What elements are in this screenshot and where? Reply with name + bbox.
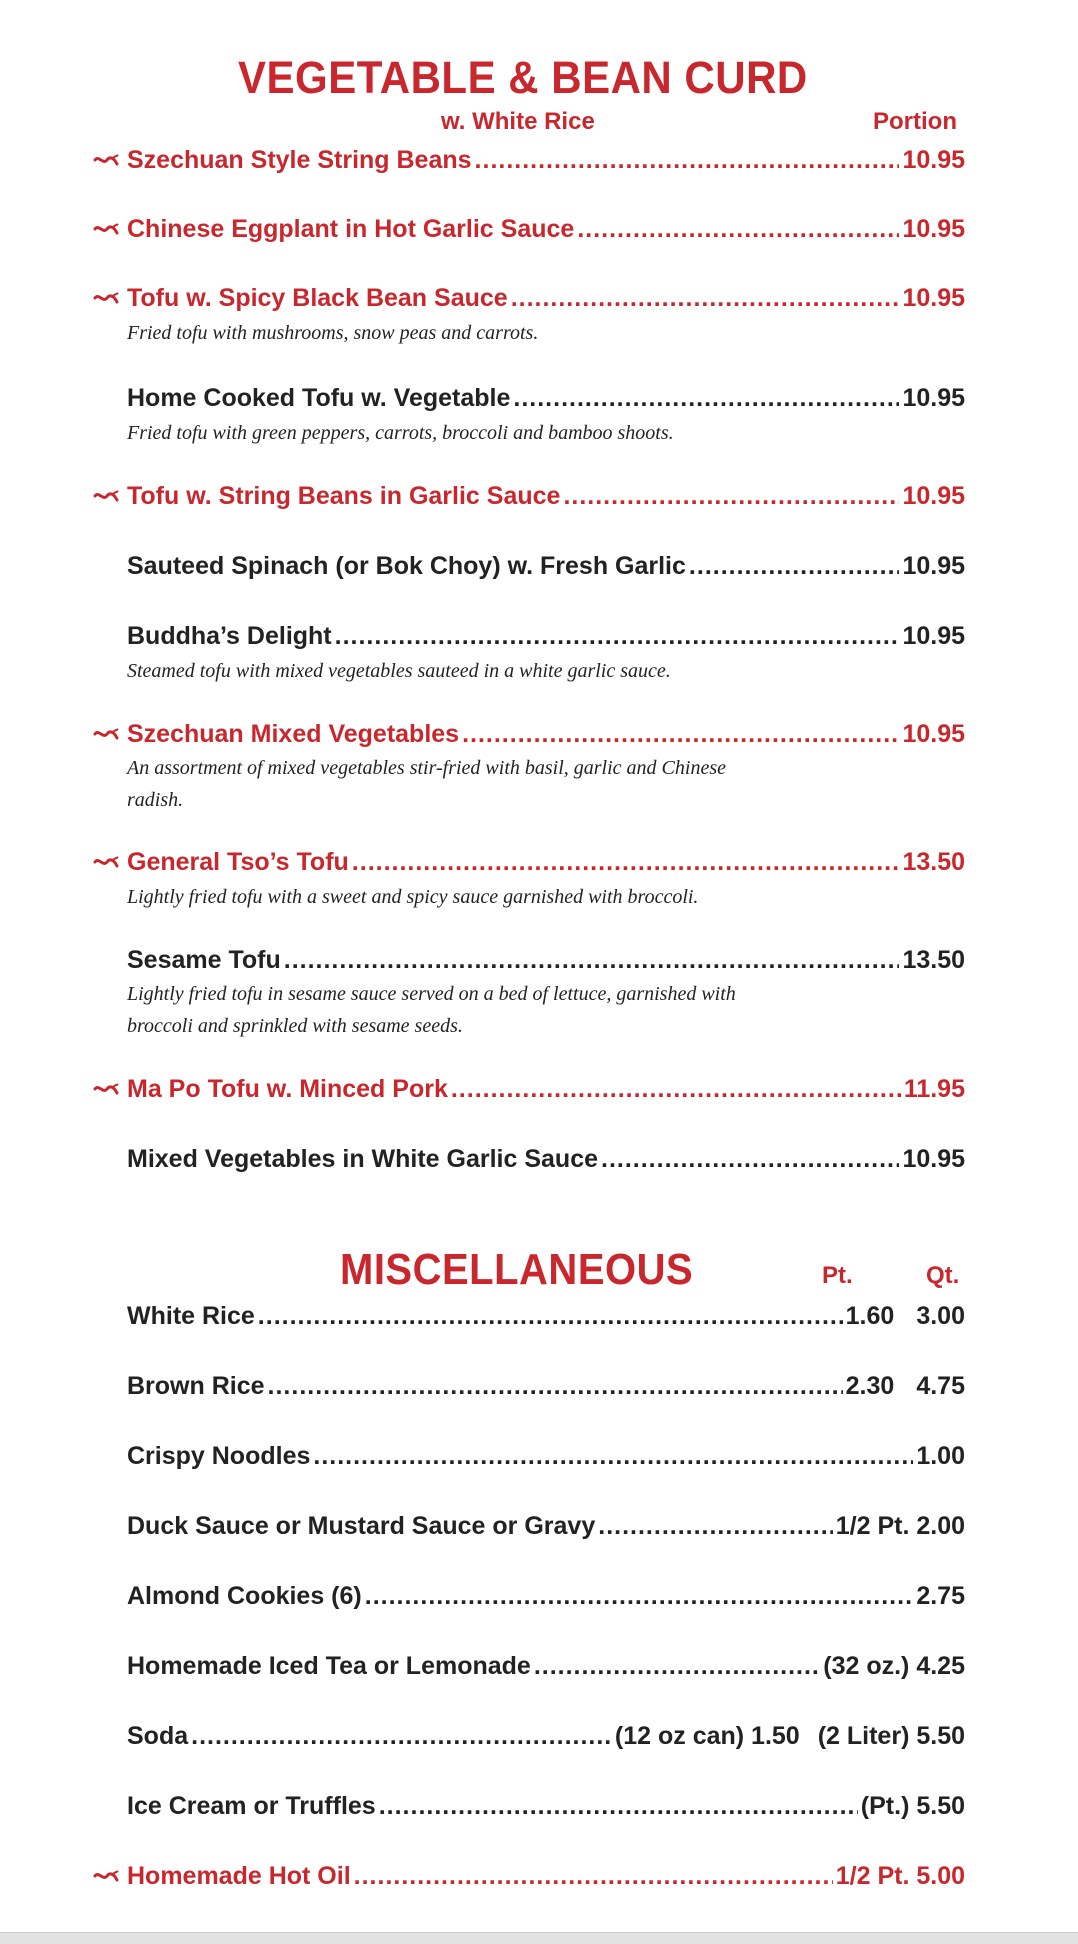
leader-dots <box>511 284 900 313</box>
leader-dots <box>462 720 899 749</box>
item-price: 10.95 <box>902 622 965 650</box>
qt-label: Qt. <box>926 1262 960 1289</box>
item-price: 10.95 <box>902 1145 965 1173</box>
menu-item <box>127 946 965 980</box>
pepper-icon <box>93 726 119 746</box>
item-name: Crispy Noodles <box>127 1442 311 1470</box>
item-name: Homemade Hot Oil <box>127 1862 351 1890</box>
item-price: 10.95 <box>902 552 965 580</box>
quart-price: 3.00 <box>916 1302 965 1330</box>
menu-item <box>127 1722 965 1756</box>
leader-dots <box>601 1145 899 1174</box>
menu-item <box>127 848 965 882</box>
pepper-icon <box>93 1081 119 1101</box>
leader-dots <box>598 1512 833 1541</box>
item-description: An assortment of mixed vegetables stir-fried with basil, garlic and Chinese <box>127 757 726 779</box>
leader-dots <box>365 1582 914 1611</box>
item-price: 10.95 <box>902 384 965 412</box>
item-description: Fried tofu with green peppers, carrots, broccoli and bamboo shoots. <box>127 422 674 444</box>
leader-dots <box>534 1652 820 1681</box>
leader-dots <box>268 1372 843 1401</box>
liter-price: (2 Liter) 5.50 <box>817 1722 965 1750</box>
menu-item <box>127 622 965 656</box>
veg-section-title: VEGETABLE & BEAN CURD <box>238 52 808 103</box>
bottom-edge <box>0 1932 1078 1944</box>
pepper-icon <box>93 221 119 241</box>
leader-dots <box>352 848 900 877</box>
item-name: Szechuan Mixed Vegetables <box>127 720 460 748</box>
item-price: 10.95 <box>902 720 965 748</box>
menu-item <box>127 1862 965 1896</box>
menu-item <box>127 1145 965 1179</box>
item-name: Sesame Tofu <box>127 946 281 974</box>
leader-dots <box>577 215 899 244</box>
item-price: (32 oz.) 4.25 <box>823 1652 965 1680</box>
pepper-icon <box>93 290 119 310</box>
menu-item <box>127 284 965 318</box>
item-name: Ma Po Tofu w. Minced Pork <box>127 1075 448 1103</box>
item-name: Brown Rice <box>127 1372 265 1400</box>
item-name: Chinese Eggplant in Hot Garlic Sauce <box>127 215 575 243</box>
menu-item <box>127 1302 965 1336</box>
pepper-icon <box>93 854 119 874</box>
menu-item <box>127 1372 965 1406</box>
item-name: Almond Cookies (6) <box>127 1582 362 1610</box>
menu-item <box>127 215 965 249</box>
leader-dots <box>258 1302 843 1331</box>
item-name: White Rice <box>127 1302 255 1330</box>
item-description: Fried tofu with mushrooms, snow peas and carrots. <box>127 322 539 344</box>
item-price: 10.95 <box>902 284 965 312</box>
item-price: 13.50 <box>902 848 965 876</box>
item-name: Homemade Iced Tea or Lemonade <box>127 1652 531 1680</box>
pepper-icon <box>93 152 119 172</box>
leader-dots <box>513 384 899 413</box>
item-description: Lightly fried tofu with a sweet and spicy sauce garnished with broccoli. <box>127 886 699 908</box>
item-name: Soda <box>127 1722 189 1750</box>
leader-dots <box>313 1442 913 1471</box>
pint-price: 1.60 <box>845 1302 895 1330</box>
portion-label: Portion <box>873 108 957 135</box>
menu-item <box>127 720 965 754</box>
item-name: Tofu w. String Beans in Garlic Sauce <box>127 482 561 510</box>
can-price: (12 oz can) 1.50 <box>614 1722 800 1750</box>
item-name: Mixed Vegetables in White Garlic Sauce <box>127 1145 598 1173</box>
item-price: 1.00 <box>916 1442 965 1470</box>
leader-dots <box>451 1075 901 1104</box>
leader-dots <box>475 146 900 175</box>
misc-section-title: MISCELLANEOUS <box>340 1246 694 1294</box>
item-description: radish. <box>127 789 184 811</box>
item-name: Sauteed Spinach (or Bok Choy) w. Fresh Garlic <box>127 552 686 580</box>
menu-item <box>127 1075 965 1109</box>
pint-price: 2.30 <box>845 1372 895 1400</box>
menu-item <box>127 1442 965 1476</box>
item-name: Duck Sauce or Mustard Sauce or Gravy <box>127 1512 596 1540</box>
quart-price: 4.75 <box>916 1372 965 1400</box>
item-price: 10.95 <box>902 215 965 243</box>
item-price: 13.50 <box>902 946 965 974</box>
menu-item <box>127 552 965 586</box>
item-description: Steamed tofu with mixed vegetables sauteed in a white garlic sauce. <box>127 660 671 682</box>
item-name: Home Cooked Tofu w. Vegetable <box>127 384 511 412</box>
pepper-icon <box>93 1868 119 1888</box>
menu-item <box>127 1512 965 1546</box>
menu-item <box>127 384 965 418</box>
item-description: broccoli and sprinkled with sesame seeds. <box>127 1015 463 1037</box>
menu-item <box>127 1582 965 1616</box>
menu-item <box>127 482 965 516</box>
item-description: Lightly fried tofu in sesame sauce served on a bed of lettuce, garnished with <box>127 983 736 1005</box>
item-price: 2.75 <box>916 1582 965 1610</box>
item-price: 10.95 <box>902 482 965 510</box>
leader-dots <box>284 946 900 975</box>
leader-dots <box>563 482 899 511</box>
item-price: 11.95 <box>903 1075 965 1103</box>
leader-dots <box>689 552 900 581</box>
pepper-icon <box>93 488 119 508</box>
leader-dots <box>379 1792 858 1821</box>
leader-dots <box>191 1722 612 1751</box>
item-price: (Pt.) 5.50 <box>860 1792 965 1820</box>
item-name: Szechuan Style String Beans <box>127 146 472 174</box>
item-name: Tofu w. Spicy Black Bean Sauce <box>127 284 508 312</box>
leader-dots <box>335 622 900 651</box>
veg-section-subtitle: w. White Rice <box>441 108 595 135</box>
leader-dots <box>354 1862 833 1891</box>
item-price: 1/2 Pt. 2.00 <box>835 1512 965 1540</box>
item-name: Buddha’s Delight <box>127 622 332 650</box>
item-name: General Tso’s Tofu <box>127 848 349 876</box>
menu-item <box>127 1652 965 1686</box>
item-price: 10.95 <box>902 146 965 174</box>
item-name: Ice Cream or Truffles <box>127 1792 376 1820</box>
pt-label: Pt. <box>822 1262 853 1289</box>
menu-item <box>127 146 965 180</box>
item-price: 1/2 Pt. 5.00 <box>835 1862 965 1890</box>
menu-item <box>127 1792 965 1826</box>
